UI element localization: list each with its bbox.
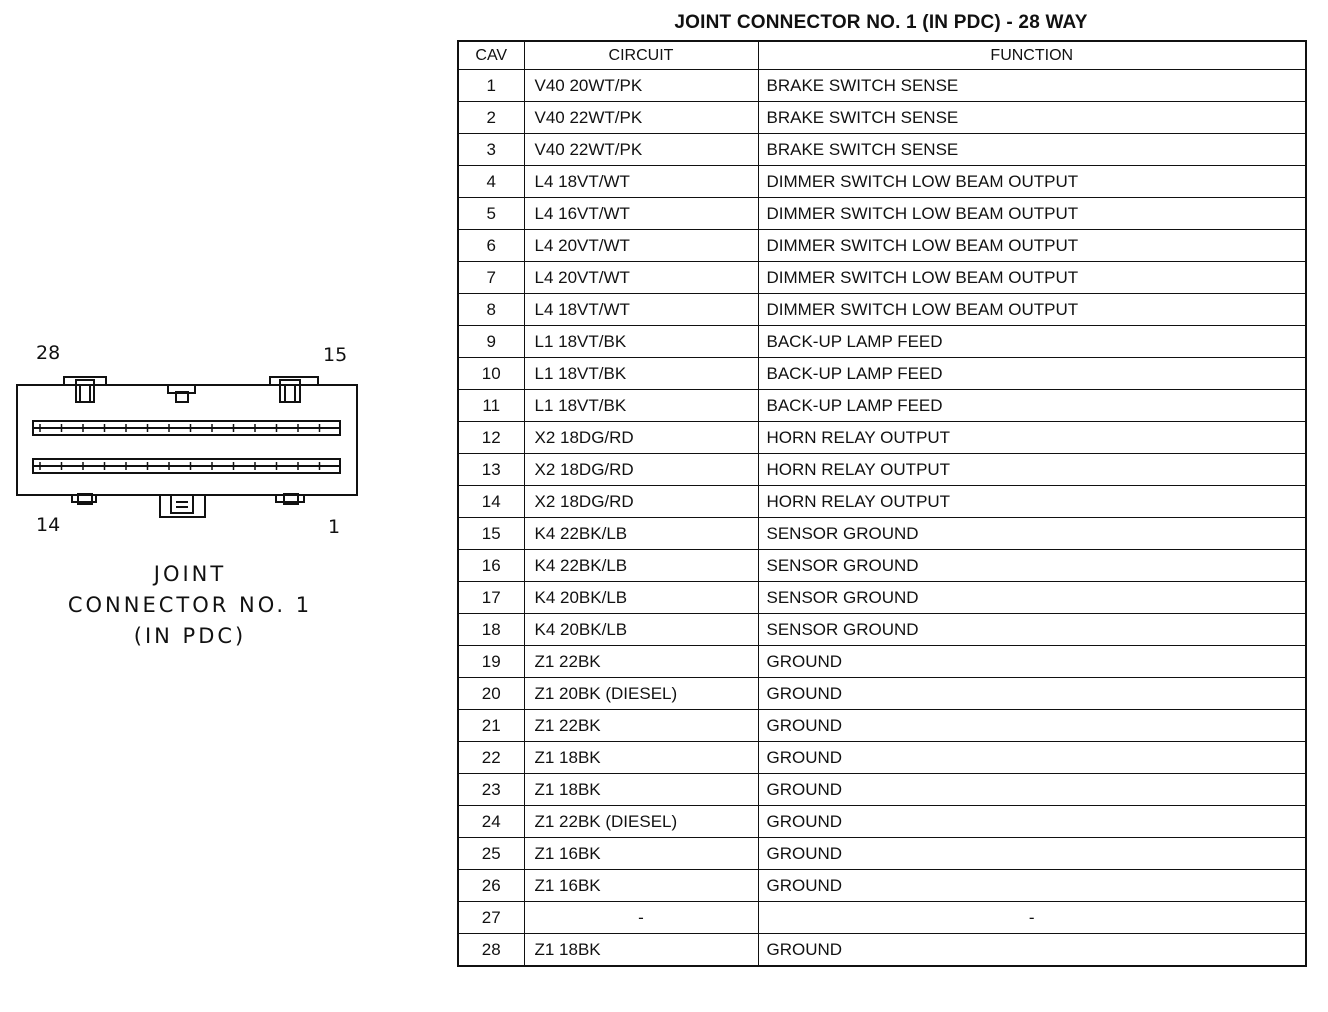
function-cell: GROUND: [758, 678, 1306, 710]
function-cell: BACK-UP LAMP FEED: [758, 390, 1306, 422]
table-row: [458, 358, 1306, 390]
function-cell: SENSOR GROUND: [758, 518, 1306, 550]
connector-latch-bottom-right: [276, 495, 304, 502]
circuit-cell: L4 20VT/WT: [524, 230, 758, 262]
function-cell: BACK-UP LAMP FEED: [758, 358, 1306, 390]
circuit-cell: K4 22BK/LB: [524, 550, 758, 582]
function-cell: SENSOR GROUND: [758, 582, 1306, 614]
table-row: [458, 838, 1306, 870]
cav-cell: 12: [458, 422, 524, 454]
header-cav: CAV: [458, 41, 524, 70]
cav-cell: 16: [458, 550, 524, 582]
cav-cell: 9: [458, 326, 524, 358]
cav-cell: 6: [458, 230, 524, 262]
table-row: [458, 422, 1306, 454]
table-row: [458, 70, 1306, 102]
cav-cell: 15: [458, 518, 524, 550]
cav-cell: 17: [458, 582, 524, 614]
table-row: [458, 134, 1306, 166]
cav-cell: 2: [458, 102, 524, 134]
table-row: [458, 454, 1306, 486]
circuit-cell: Z1 22BK (DIESEL): [524, 806, 758, 838]
connector-face-drawing: [0, 330, 380, 530]
table-row: [458, 518, 1306, 550]
table-row: [458, 806, 1306, 838]
cav-cell: 22: [458, 742, 524, 774]
table-row: [458, 678, 1306, 710]
table-row: [458, 934, 1306, 967]
table-row: [458, 102, 1306, 134]
function-cell: GROUND: [758, 934, 1306, 967]
function-cell: HORN RELAY OUTPUT: [758, 486, 1306, 518]
function-cell: GROUND: [758, 710, 1306, 742]
pin-label-15: 15: [323, 344, 348, 366]
connector-caption-line-3: (IN PDC): [133, 624, 247, 648]
cav-cell: 27: [458, 902, 524, 934]
circuit-cell: K4 20BK/LB: [524, 582, 758, 614]
connector-figure: [0, 330, 380, 670]
table-row: [458, 742, 1306, 774]
table-row: [458, 486, 1306, 518]
table-row: [458, 326, 1306, 358]
cav-cell: 7: [458, 262, 524, 294]
function-cell: BACK-UP LAMP FEED: [758, 326, 1306, 358]
circuit-cell: L4 20VT/WT: [524, 262, 758, 294]
function-cell: GROUND: [758, 774, 1306, 806]
circuit-cell: X2 18DG/RD: [524, 486, 758, 518]
cav-cell: 28: [458, 934, 524, 967]
pinout-table-body: [458, 70, 1306, 967]
function-cell: DIMMER SWITCH LOW BEAM OUTPUT: [758, 230, 1306, 262]
circuit-cell: V40 22WT/PK: [524, 102, 758, 134]
header-circuit: CIRCUIT: [524, 41, 758, 70]
table-row: [458, 230, 1306, 262]
circuit-cell: L1 18VT/BK: [524, 390, 758, 422]
table-row: [458, 646, 1306, 678]
table-title: JOINT CONNECTOR NO. 1 (IN PDC) - 28 WAY: [674, 12, 1088, 33]
function-cell: GROUND: [758, 742, 1306, 774]
cav-cell: 23: [458, 774, 524, 806]
cav-cell: 25: [458, 838, 524, 870]
circuit-cell: Z1 18BK: [524, 934, 758, 967]
function-cell: DIMMER SWITCH LOW BEAM OUTPUT: [758, 294, 1306, 326]
table-row: [458, 390, 1306, 422]
cav-cell: 5: [458, 198, 524, 230]
table-row: [458, 166, 1306, 198]
circuit-cell: Z1 22BK: [524, 710, 758, 742]
circuit-cell: K4 20BK/LB: [524, 614, 758, 646]
table-header-row: [458, 41, 1306, 70]
cav-cell: 10: [458, 358, 524, 390]
cav-cell: 18: [458, 614, 524, 646]
circuit-cell: V40 20WT/PK: [524, 70, 758, 102]
function-cell: SENSOR GROUND: [758, 550, 1306, 582]
table-row: [458, 902, 1306, 934]
function-cell: HORN RELAY OUTPUT: [758, 422, 1306, 454]
function-cell: GROUND: [758, 838, 1306, 870]
circuit-cell: L4 18VT/WT: [524, 166, 758, 198]
function-cell: GROUND: [758, 806, 1306, 838]
circuit-cell: Z1 22BK: [524, 646, 758, 678]
table-row: [458, 774, 1306, 806]
circuit-cell: L4 16VT/WT: [524, 198, 758, 230]
cav-cell: 11: [458, 390, 524, 422]
pin-label-1: 1: [328, 516, 341, 538]
function-cell: SENSOR GROUND: [758, 614, 1306, 646]
cav-cell: 20: [458, 678, 524, 710]
cav-cell: 4: [458, 166, 524, 198]
table-row: [458, 550, 1306, 582]
circuit-cell: Z1 18BK: [524, 742, 758, 774]
circuit-cell: L4 18VT/WT: [524, 294, 758, 326]
circuit-cell: Z1 16BK: [524, 838, 758, 870]
cav-cell: 24: [458, 806, 524, 838]
cav-cell: 1: [458, 70, 524, 102]
pin-label-28: 28: [36, 342, 61, 364]
function-cell: DIMMER SWITCH LOW BEAM OUTPUT: [758, 198, 1306, 230]
pinout-table: [457, 40, 1307, 967]
function-cell: GROUND: [758, 870, 1306, 902]
function-cell: BRAKE SWITCH SENSE: [758, 70, 1306, 102]
connector-caption-line-2: CONNECTOR NO. 1: [67, 593, 313, 617]
cav-cell: 8: [458, 294, 524, 326]
table-row: [458, 870, 1306, 902]
pin-label-14: 14: [36, 514, 61, 536]
table-row: [458, 614, 1306, 646]
cav-cell: 26: [458, 870, 524, 902]
circuit-cell: X2 18DG/RD: [524, 454, 758, 486]
table-row: [458, 294, 1306, 326]
table-row: [458, 198, 1306, 230]
function-cell: HORN RELAY OUTPUT: [758, 454, 1306, 486]
cav-cell: 19: [458, 646, 524, 678]
circuit-cell: -: [524, 902, 758, 934]
table-row: [458, 710, 1306, 742]
circuit-cell: K4 22BK/LB: [524, 518, 758, 550]
cav-cell: 3: [458, 134, 524, 166]
cav-cell: 13: [458, 454, 524, 486]
function-cell: -: [758, 902, 1306, 934]
table-row: [458, 262, 1306, 294]
circuit-cell: X2 18DG/RD: [524, 422, 758, 454]
function-cell: DIMMER SWITCH LOW BEAM OUTPUT: [758, 166, 1306, 198]
function-cell: GROUND: [758, 646, 1306, 678]
circuit-cell: L1 18VT/BK: [524, 358, 758, 390]
connector-caption-line-1: JOINT: [153, 562, 227, 586]
circuit-cell: L1 18VT/BK: [524, 326, 758, 358]
function-cell: DIMMER SWITCH LOW BEAM OUTPUT: [758, 262, 1306, 294]
cav-cell: 21: [458, 710, 524, 742]
cav-cell: 14: [458, 486, 524, 518]
circuit-cell: Z1 18BK: [524, 774, 758, 806]
circuit-cell: Z1 16BK: [524, 870, 758, 902]
circuit-cell: V40 22WT/PK: [524, 134, 758, 166]
function-cell: BRAKE SWITCH SENSE: [758, 102, 1306, 134]
function-cell: BRAKE SWITCH SENSE: [758, 134, 1306, 166]
table-row: [458, 582, 1306, 614]
circuit-cell: Z1 20BK (DIESEL): [524, 678, 758, 710]
header-function: FUNCTION: [758, 41, 1306, 70]
